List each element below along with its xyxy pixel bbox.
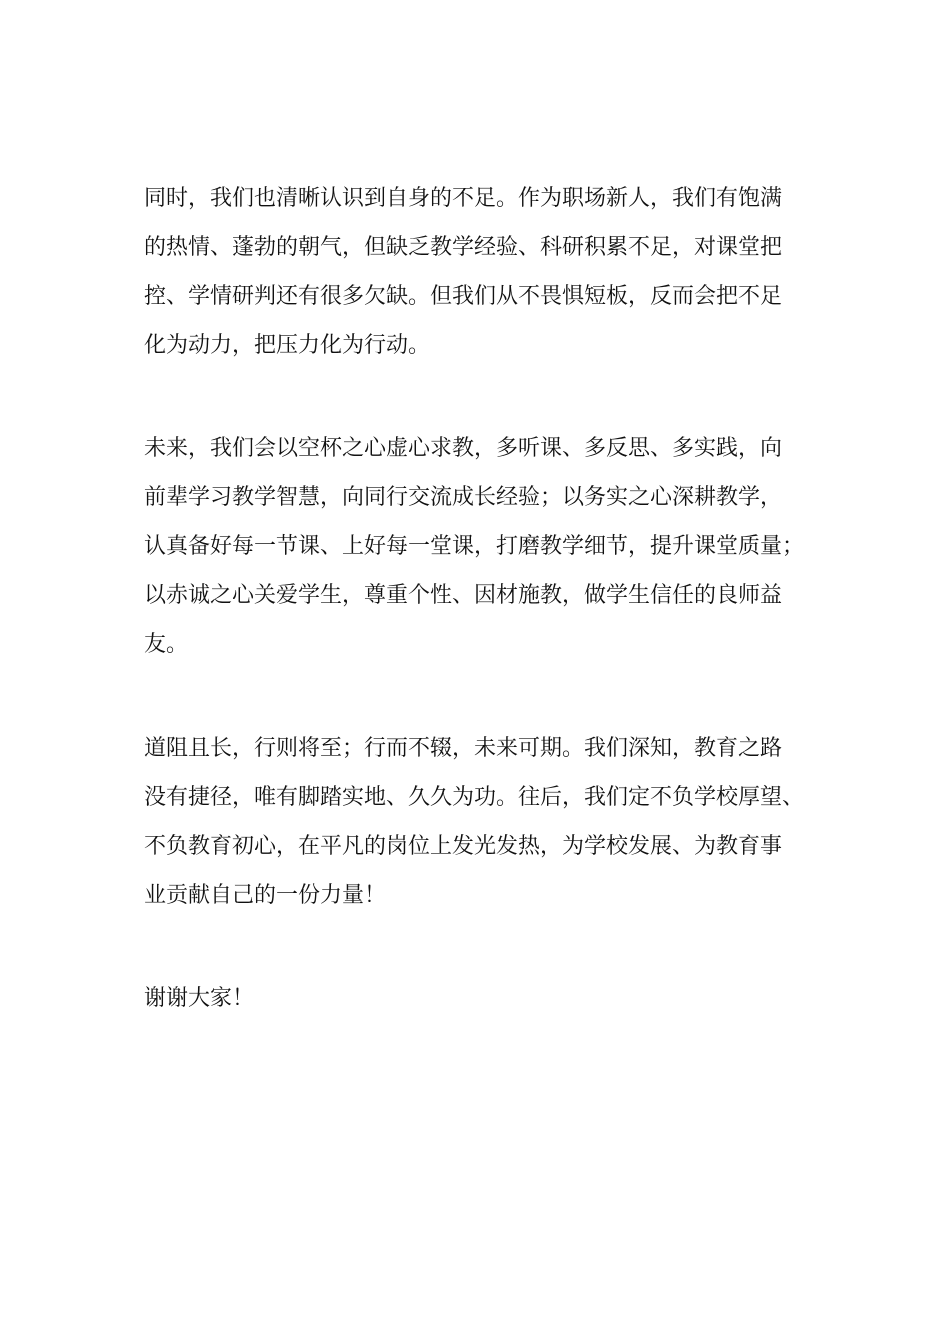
paragraph-line: 不负教育初心，在平凡的岗位上发光发热，为学校发展、为教育事 bbox=[144, 834, 783, 859]
paragraph-line: 友。 bbox=[144, 632, 189, 657]
paragraph-line: 的热情、蓬勃的朝气，但缺乏教学经验、科研积累不足，对课堂把 bbox=[144, 235, 783, 260]
paragraph-thanks bbox=[144, 974, 844, 1023]
paragraph-commitment bbox=[144, 724, 844, 920]
paragraph-line: 未来，我们会以空杯之心虚心求教，多听课、多反思、多实践，向 bbox=[144, 436, 783, 461]
paragraph-line: 没有捷径，唯有脚踏实地、久久为功。往后，我们定不负学校厚望、 bbox=[144, 785, 805, 810]
paragraph-line: 道阻且长，行则将至；行而不辍，未来可期。我们深知，教育之路 bbox=[144, 736, 783, 761]
paragraph-shortcomings bbox=[144, 174, 844, 370]
paragraph-line: 控、学情研判还有很多欠缺。但我们从不畏惧短板，反而会把不足 bbox=[144, 284, 783, 309]
paragraph-line: 以赤诚之心关爱学生，尊重个性、因材施教，做学生信任的良师益 bbox=[144, 583, 783, 608]
paragraph-line: 认真备好每一节课、上好每一堂课，打磨教学细节，提升课堂质量； bbox=[144, 534, 805, 559]
closing-line: 谢谢大家！ bbox=[144, 986, 255, 1011]
paragraph-future-plans bbox=[144, 424, 844, 669]
paragraph-line: 化为动力，把压力化为行动。 bbox=[144, 333, 431, 358]
paragraph-line: 前辈学习教学智慧，向同行交流成长经验；以务实之心深耕教学， bbox=[144, 485, 783, 510]
paragraph-line: 业贡献自己的一份力量！ bbox=[144, 883, 387, 908]
paragraph-line: 同时，我们也清晰认识到自身的不足。作为职场新人，我们有饱满 bbox=[144, 186, 783, 211]
